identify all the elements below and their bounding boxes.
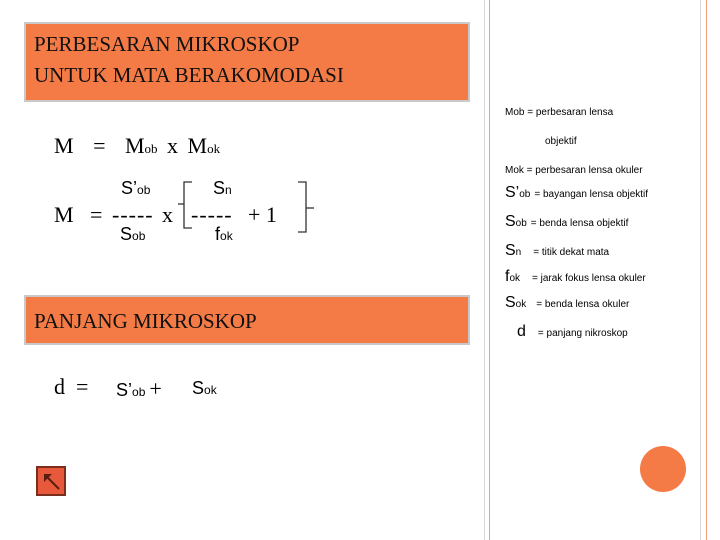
frac1-numerator: S’ob [121,178,151,198]
legend-item: Sok = benda lensa okuler [505,294,630,311]
title-line-1: PERBESARAN MIKROSKOP [34,32,300,56]
frac1-denominator: Sob [120,224,146,244]
formula-magnification-total [54,133,220,159]
symbol-Mok: Mok [187,133,221,158]
legend-item: S’ob = bayangan lensa objektif [505,184,649,201]
plus-one: + 1 [248,202,277,227]
length-title: PANJANG MIKROSKOP [34,309,257,333]
legend-item: fok = jarak fokus lensa okuler [505,268,646,285]
symbol-M: M [54,133,74,158]
legend-item: Sn = titik dekat mata [505,242,610,259]
frac2-numerator: Sn [213,178,232,198]
length-banner [24,295,470,345]
back-button[interactable] [36,466,66,496]
legend-item: d = panjang nikroskop [517,323,628,340]
legend-item: Sob = benda lensa objektif [505,213,629,230]
title-banner [24,22,470,102]
symbol-d: d [54,374,65,399]
equals-sign-2: = [90,202,103,227]
times-sign-2: x [162,202,173,227]
equals-sign-3: = [76,374,89,399]
times-sign: x [167,133,179,158]
term-Sob-prime: S’ob + [116,376,162,401]
divider-line [706,0,707,540]
symbol-M-2: M [54,202,74,227]
title-line-2: UNTUK MATA BERAKOMODASI [34,63,344,87]
legend-mob-line1: Mob = perbesaran lensa [505,107,614,118]
equals-sign: = [93,133,106,158]
back-arrow-icon [38,468,64,494]
symbol-Mob: Mob [124,133,158,158]
frac2-bar: ----- [191,202,233,227]
decorative-circle [640,446,686,492]
frac2-denominator: fok [215,224,233,244]
divider-line [489,0,490,540]
legend-mok: Mok = perbesaran lensa okuler [505,165,643,176]
right-bracket [296,180,318,236]
term-Sok: Sok [192,378,217,398]
legend-mob-line2: objektif [545,136,577,147]
legend-list [505,184,705,349]
frac1-bar: ----- [112,202,154,227]
divider-line [484,0,485,540]
